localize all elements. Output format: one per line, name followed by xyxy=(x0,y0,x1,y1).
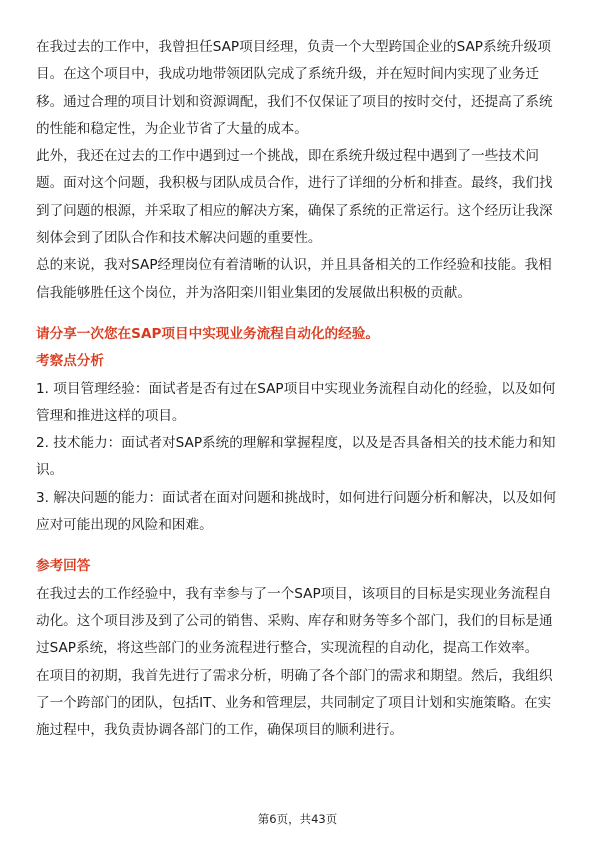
analysis-heading: 考察点分析 xyxy=(36,353,104,370)
analysis-item-1: 1. 项目管理经验：面试者是否有过在SAP项目中实现业务流程自动化的经验，以及如何管理和推进这样的项目。 xyxy=(36,380,556,424)
question-heading: 请分享一次您在SAP项目中实现业务流程自动化的经验。 xyxy=(36,325,379,342)
analysis-item-2: 2. 技术能力：面试者对SAP系统的理解和掌握程度，以及是否具备相关的技术能力和知识。 xyxy=(36,435,556,479)
answer-heading: 参考回答 xyxy=(36,558,91,575)
answer-paragraph-1: 在我过去的工作经验中，我有幸参与了一个SAP项目，该项目的目标是实现业务流程自动化。这个项目涉及到了公司的销售、采购、库存和财务等多个部门，我们的目标是通过SAP系统，将这些部门的业务流程进行整合，实现流程的自动化，提高工作效率。 xyxy=(36,585,553,657)
section-spacer xyxy=(36,307,559,321)
page-footer: 第6页，共43页 xyxy=(257,812,338,826)
intro-paragraph-3: 总的来说，我对SAP经理岗位有着清晰的认识，并且具备相关的工作经验和技能。我相信我能够胜任这个岗位，并为洛阳栾川钼业集团的发展做出积极的贡献。 xyxy=(36,257,552,301)
section-spacer xyxy=(36,539,559,553)
answer-paragraph-2: 在项目的初期，我首先进行了需求分析，明确了各个部门的需求和期望。然后，我组织了一个跨部门的团队，包括IT、业务和管理层，共同制定了项目计划和实施策略。在实施过程中，我负责协调各部门的工作，确保项目的顺利进行。 xyxy=(36,667,553,739)
analysis-item-3: 3. 解决问题的能力：面试者在面对问题和挑战时，如何进行问题分析和解决，以及如何应对可能出现的风险和困难。 xyxy=(36,489,557,534)
intro-paragraph-2: 此外，我还在过去的工作中遇到过一个挑战，即在系统升级过程中遇到了一些技术问题。面对这个问题，我积极与团队成员合作，进行了详细的分析和排查。最终，我们找到了问题的根源，并采取了相应的解决方案，确保了系统的正常运行。这个经历让我深刻体会到了团队合作和技术解决问题的重要性。 xyxy=(36,148,553,247)
intro-paragraph-1: 在我过去的工作中，我曾担任SAP项目经理，负责一个大型跨国企业的SAP系统升级项目。在这个项目中，我成功地带领团队完成了系统升级，并在短时间内实现了业务迁移。通过合理的项目计划和资源调配，我们不仅保证了项目的按时交付，还提高了系统的性能和稳定性，为企业节省了大量的成本。 xyxy=(36,39,553,137)
